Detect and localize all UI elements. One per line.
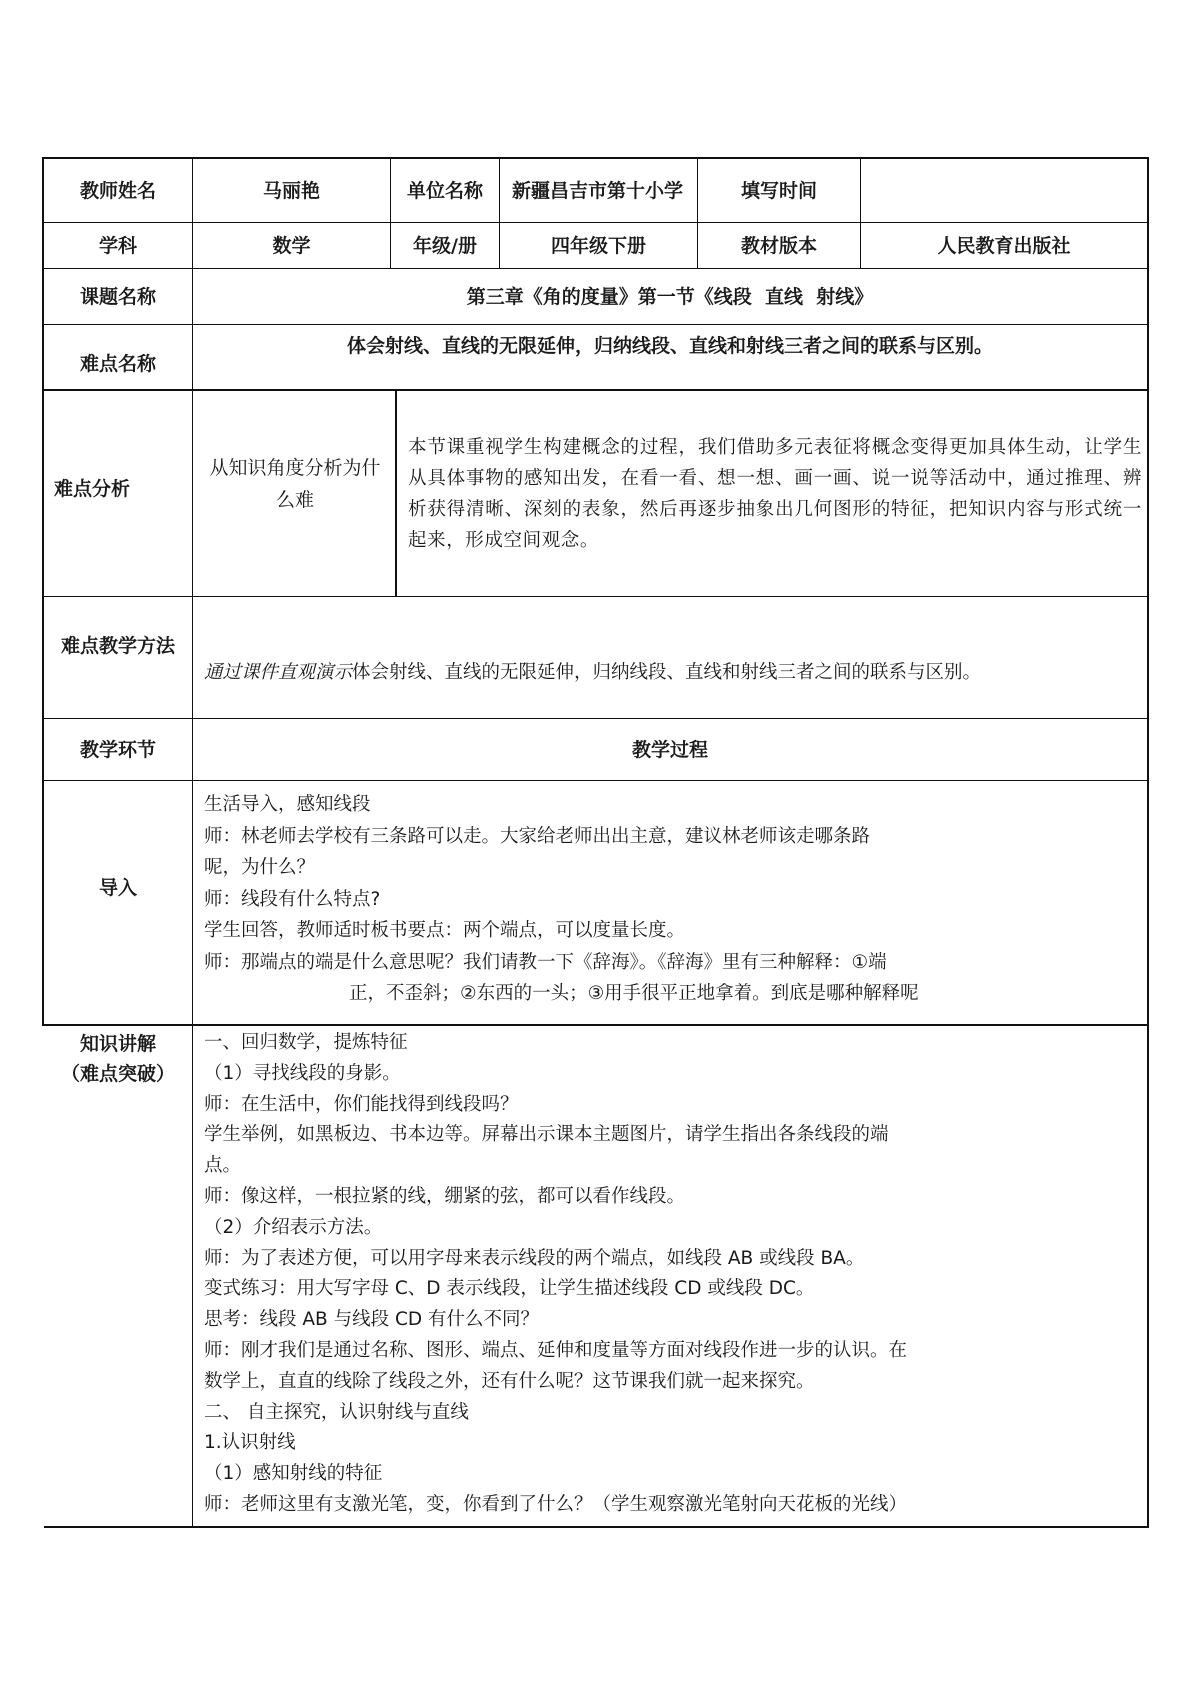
- intro-line: 呢，为什么？: [204, 857, 316, 878]
- knowledge-line: 师：像这样，一根拉紧的线，绷紧的弦，都可以看作线段。: [204, 1185, 686, 1207]
- table-bottom-line: [42, 1526, 1149, 1528]
- difficulty-value: 体会射线、直线的无限延伸，归纳线段、直线和射线三者之间的联系与区别。: [346, 335, 993, 357]
- analysis-sub-label: 从知识角度分析为什么难: [209, 457, 381, 511]
- knowledge-text: [204, 1028, 1144, 1521]
- method-italic-text: 通过课件直观演示: [204, 662, 353, 683]
- difficulty-label: 难点名称: [79, 353, 156, 375]
- teacher-name-value: 马丽艳: [262, 179, 320, 202]
- subject-value: 数学: [272, 234, 311, 257]
- unit-name-label: 单位名称: [406, 179, 483, 202]
- intro-line: 师：那端点的端是什么意思呢？我们请教一下《辞海》。《辞海》里有三种解释：①端: [204, 951, 887, 973]
- knowledge-line: 变式练习：用大写字母 C、D 表示线段，让学生描述线段 CD 或线段 DC。: [204, 1278, 815, 1300]
- method-plain-text: 体会射线、直线的无限延伸，归纳线段、直线和射线三者之间的联系与区别。: [352, 662, 982, 683]
- subject-label: 学科: [98, 234, 137, 257]
- analysis-text: 本节课重视学生构建概念的过程，我们借助多元表征将概念变得更加具体生动，让学生从具体事物的感知出发，在看一看、想一想、画一画、说一说等活动中，通过推理、辨析获得清晰、深刻的表象，然后再逐步抽象出几何图形的特征，把知识内容与形式统一起来，形成空间观念。: [408, 437, 1142, 551]
- topic-label: 课题名称: [79, 285, 156, 308]
- knowledge-line: （1）寻找线段的身影。: [204, 1062, 401, 1084]
- knowledge-line: 师：为了表述方便，可以用字母来表示线段的两个端点，如线段 AB 或线段 BA。: [204, 1247, 865, 1269]
- column-divider: [395, 389, 397, 596]
- intro-line: 师：林老师去学校有三条路可以走。大家给老师出出主意，建议林老师该走哪条路: [204, 825, 871, 847]
- knowledge-line: 点。: [204, 1155, 242, 1177]
- row-divider: [42, 389, 1149, 391]
- topic-value: 第三章《角的度量》第一节《线段 直线 射线》: [466, 285, 874, 308]
- intro-line: 生活导入，感知线段: [204, 794, 371, 815]
- intro-text: [204, 789, 1144, 1010]
- teacher-name-label: 教师姓名: [79, 179, 156, 202]
- method-label: 难点教学方法: [60, 634, 175, 657]
- process-stage-label: 教学环节: [79, 738, 156, 761]
- process-header: 教学过程: [631, 738, 708, 761]
- intro-line: 学生回答，教师适时板书要点：两个端点，可以度量长度。: [204, 920, 686, 941]
- intro-line: 师：线段有什么特点?: [204, 888, 381, 910]
- knowledge-line: 师：刚才我们是通过名称、图形、端点、延伸和度量等方面对线段作进一步的认识。在: [204, 1339, 908, 1361]
- intro-line: 正，不歪斜；②东西的一头；③用手很平正地拿着。到底是哪种解释呢: [349, 983, 919, 1004]
- fill-time-label: 填写时间: [740, 179, 817, 202]
- fill-time-value: [861, 159, 1147, 222]
- row-divider: [42, 1024, 1149, 1026]
- knowledge-line: 1.认识射线: [204, 1432, 296, 1454]
- knowledge-line: 师：老师这里有支激光笔，变，你看到了什么？（学生观察激光笔射向天花板的光线）: [204, 1493, 908, 1515]
- grade-value: 四年级下册: [550, 234, 646, 257]
- knowledge-line: （2）介绍表示方法。: [204, 1216, 383, 1238]
- knowledge-line: 二、 自主探究，认识射线与直线: [204, 1401, 469, 1423]
- column-divider: [192, 157, 193, 1526]
- knowledge-line: 学生举例，如黑板边、书本边等。屏幕出示课本主题图片，请学生指出各条线段的端: [204, 1124, 889, 1146]
- right-edge: [1147, 1026, 1149, 1526]
- knowledge-line: 一、回归数学，提炼特征: [204, 1032, 408, 1053]
- edition-label: 教材版本: [740, 234, 817, 257]
- unit-name-value: 新疆昌吉市第十小学: [512, 179, 684, 202]
- grade-label: 年级/册: [413, 234, 477, 257]
- row-divider: [42, 780, 1149, 781]
- open-left-edge: [42, 1026, 44, 1528]
- analysis-label: 难点分析: [54, 478, 131, 500]
- knowledge-line: 师：在生活中，你们能找得到线段吗？: [204, 1093, 519, 1115]
- knowledge-line: （1）感知射线的特征: [204, 1463, 383, 1485]
- row-divider: [42, 596, 1149, 597]
- knowledge-sub-label: （难点突破）: [60, 1063, 175, 1085]
- edition-value: 人民教育出版社: [937, 234, 1071, 257]
- knowledge-label: 知识讲解: [79, 1033, 156, 1055]
- intro-label: 导入: [98, 876, 137, 899]
- knowledge-line: 思考：线段 AB 与线段 CD 有什么不同？: [204, 1309, 540, 1331]
- knowledge-line: 数学上，直直的线除了线段之外，还有什么呢？这节课我们就一起来探究。: [204, 1370, 815, 1392]
- method-text: [204, 657, 1144, 689]
